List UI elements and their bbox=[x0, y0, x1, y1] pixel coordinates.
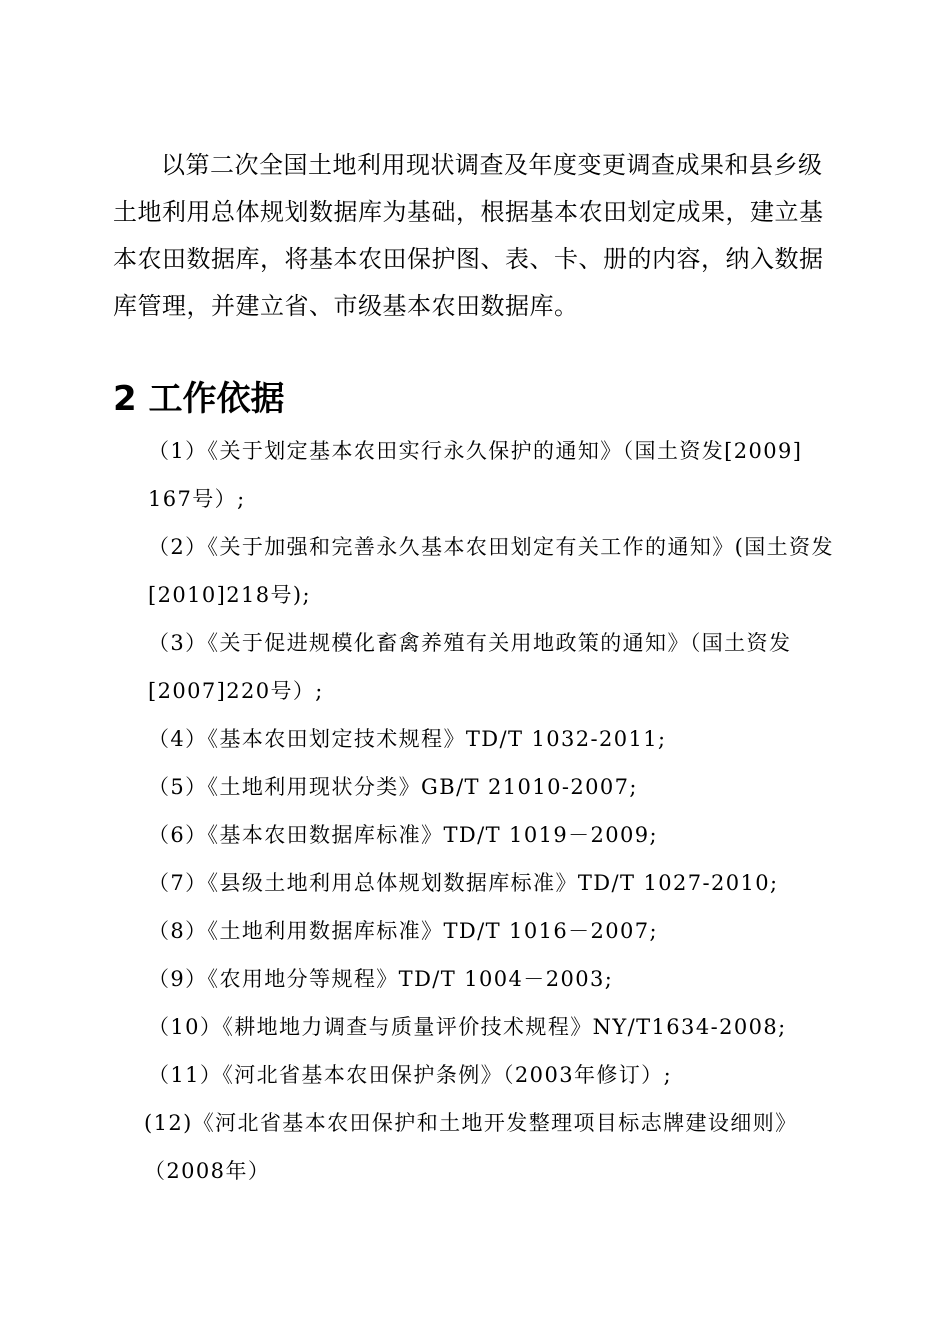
reference-item-11: （11）《河北省基本农田保护条例》（2003年修订）; bbox=[148, 1063, 673, 1087]
reference-item-4: （4）《基本农田划定技术规程》TD/T 1032-2011; bbox=[148, 727, 667, 751]
reference-list bbox=[144, 427, 848, 1195]
reference-item-6: （6）《基本农田数据库标准》TD/T 1019－2009; bbox=[148, 823, 659, 847]
reference-item-1: （1）《关于划定基本农田实行永久保护的通知》（国土资发[2009] 167号）; bbox=[148, 439, 803, 511]
reference-item-5: （5）《土地利用现状分类》GB/T 21010-2007; bbox=[148, 775, 638, 799]
reference-item-9: （9）《农用地分等规程》TD/T 1004－2003; bbox=[148, 967, 614, 991]
reference-item-12: (12)《河北省基本农田保护和土地开发整理项目标志牌建设细则》（2008年） bbox=[144, 1111, 798, 1183]
reference-item-2: （2）《关于加强和完善永久基本农田划定有关工作的通知》(国土资发[2010]218号); bbox=[148, 535, 834, 607]
intro-paragraph: 以第二次全国土地利用现状调查及年度变更调查成果和县乡级土地利用总体规划数据库为基础，根据基本农田划定成果，建立基本农田数据库，将基本农田保护图、表、卡、册的内容，纳入数据库管理，并建立省、市级基本农田数据库。 bbox=[113, 151, 824, 320]
reference-item-8: （8）《土地利用数据库标准》TD/T 1016－2007; bbox=[148, 919, 659, 943]
reference-item-3: （3）《关于促进规模化畜禽养殖有关用地政策的通知》（国土资发[2007]220号）; bbox=[148, 631, 792, 703]
reference-item-10: （10）《耕地地力调查与质量评价技术规程》NY/T1634-2008; bbox=[148, 1015, 787, 1039]
section-heading: 2 工作依据 bbox=[113, 379, 285, 419]
reference-item-7: （7）《县级土地利用总体规划数据库标准》TD/T 1027-2010; bbox=[148, 871, 779, 895]
